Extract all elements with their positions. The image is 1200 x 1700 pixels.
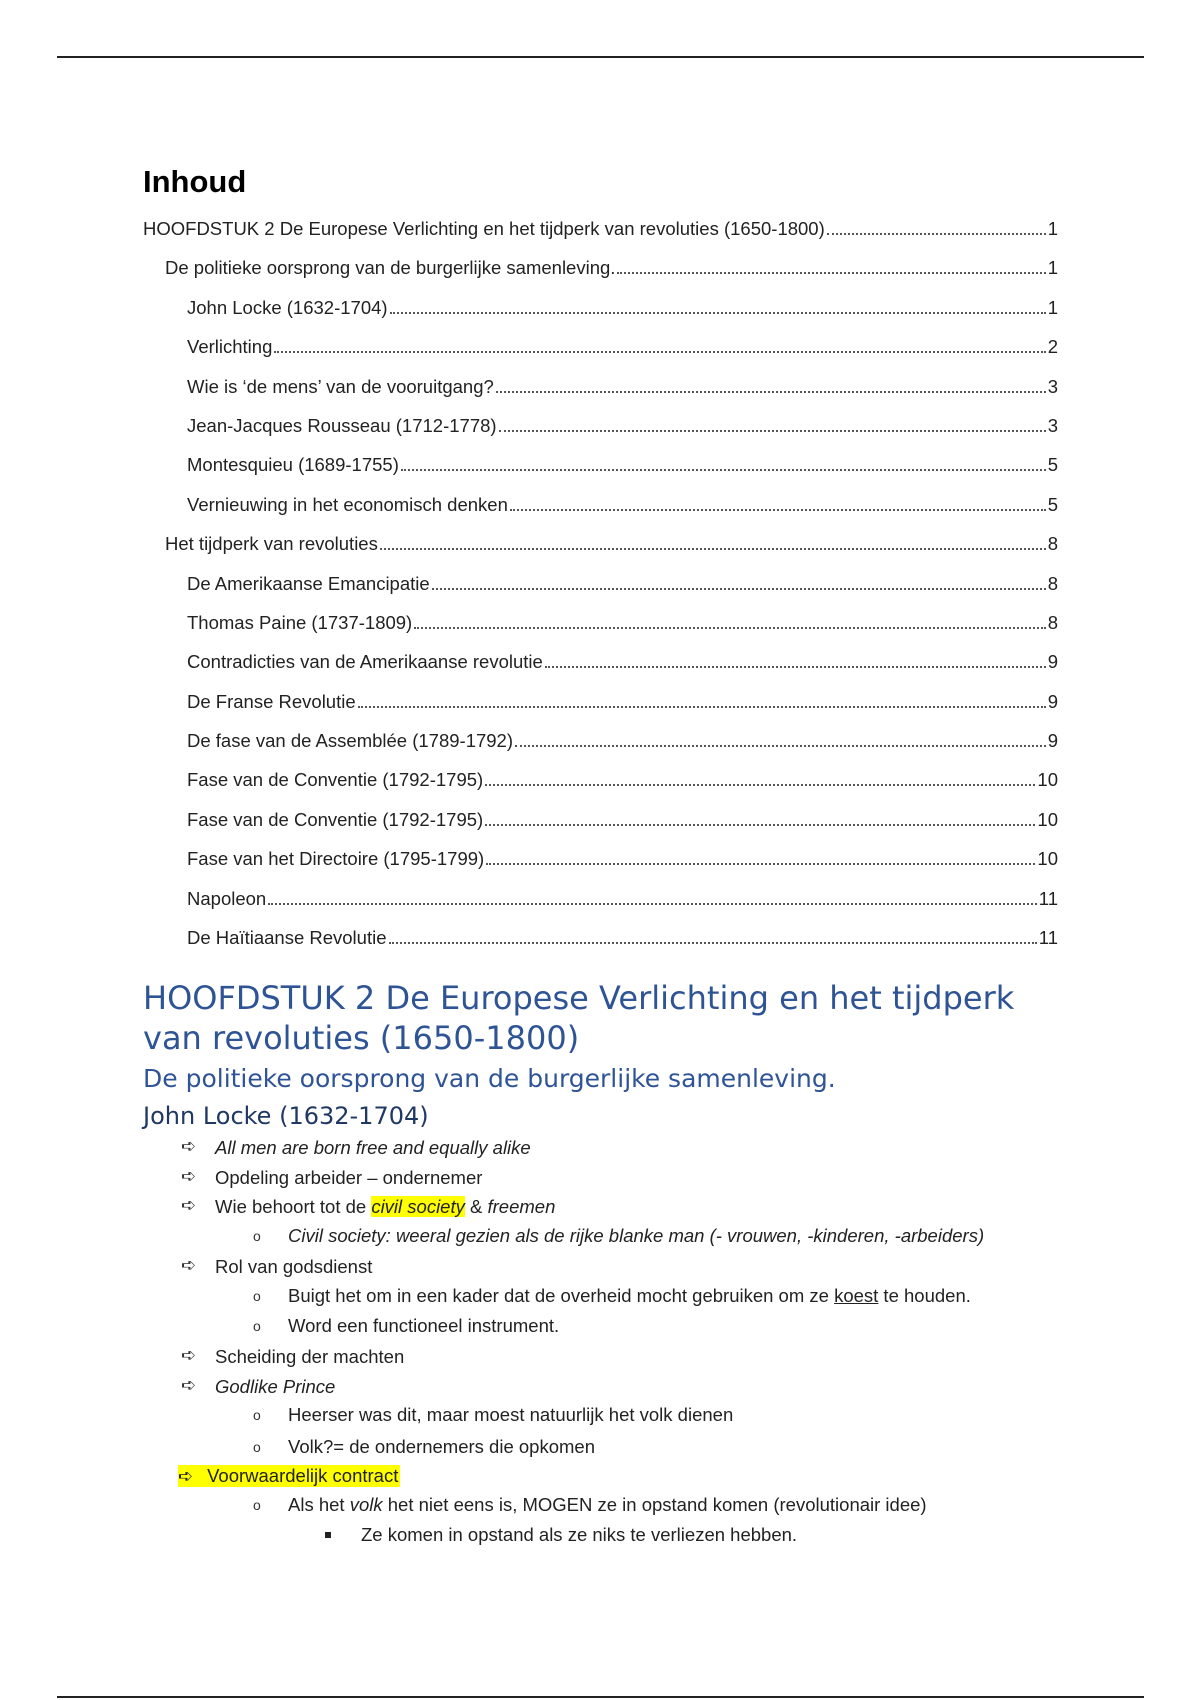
arrow-bullet-icon: ➪ — [181, 1255, 197, 1275]
circle-bullet-icon: o — [253, 1318, 261, 1334]
toc-entry[interactable] — [143, 494, 1058, 533]
toc-entry-text: Verlichting — [187, 336, 273, 358]
list-item: Civil society: weeral gezien als de rijke blanke man (- vrouwen, -kinderen, -arbeiders) — [288, 1225, 985, 1246]
list-item: Wie behoort tot de civil society & freemen — [215, 1196, 556, 1217]
toc-dot-leader — [515, 745, 1046, 747]
toc-entry[interactable] — [143, 809, 1058, 848]
list-item: Ze komen in opstand als ze niks te verliezen hebben. — [361, 1524, 798, 1545]
toc-entry[interactable] — [143, 336, 1058, 375]
list-item: Word een functioneel instrument. — [288, 1315, 560, 1336]
toc-page-number: 8 — [1047, 611, 1058, 633]
list-item: Scheiding der machten — [215, 1346, 405, 1367]
toc-dot-leader — [499, 430, 1046, 432]
toc-entry[interactable] — [143, 257, 1058, 296]
toc-page-number: 1 — [1047, 257, 1058, 279]
arrow-bullet-icon: ➪ — [178, 1466, 194, 1486]
header-rule — [57, 56, 1144, 58]
circle-bullet-icon: o — [253, 1497, 261, 1513]
toc-dot-leader — [545, 666, 1046, 668]
section-heading: De politieke oorsprong van de burgerlijke samenleving. — [143, 1064, 836, 1093]
toc-dot-leader — [496, 391, 1046, 393]
toc-entry[interactable] — [143, 533, 1058, 572]
toc-page-number: 11 — [1038, 887, 1058, 909]
toc-dot-leader — [617, 272, 1045, 274]
toc-entry-text: Napoleon — [187, 887, 267, 909]
toc-page-number: 9 — [1047, 730, 1058, 752]
list-item: Buigt het om in een kader dat de overheid mocht gebruiken om ze koest te houden. — [288, 1285, 971, 1306]
footer-rule — [57, 1696, 1144, 1698]
toc-entry-text: Het tijdperk van revoluties — [165, 533, 378, 555]
toc-dot-leader — [414, 627, 1045, 629]
list-item: Godlike Prince — [215, 1376, 336, 1397]
toc-entry[interactable] — [143, 376, 1058, 415]
toc-dot-leader — [401, 469, 1046, 471]
toc-page-number: 1 — [1047, 296, 1058, 318]
toc-page-number: 11 — [1038, 927, 1058, 949]
arrow-bullet-icon: ➪ — [181, 1345, 197, 1365]
toc-entry-text: Vernieuwing in het economisch denken — [187, 493, 508, 515]
toc-entry[interactable] — [143, 848, 1058, 887]
toc-page-number: 9 — [1047, 651, 1058, 673]
toc-page-number: 3 — [1047, 414, 1058, 436]
toc-entry[interactable] — [143, 730, 1058, 769]
toc-entry[interactable] — [143, 888, 1058, 927]
toc-page-number: 8 — [1047, 533, 1058, 555]
toc-page-number: 2 — [1047, 336, 1058, 358]
list-item: Heerser was dit, maar moest natuurlijk het volk dienen — [288, 1404, 734, 1425]
toc-entry-text: John Locke (1632-1704) — [187, 296, 388, 318]
toc-page-number: 10 — [1037, 808, 1058, 830]
toc-entry[interactable] — [143, 691, 1058, 730]
toc-dot-leader — [432, 588, 1046, 590]
toc-dot-leader — [380, 548, 1046, 550]
circle-bullet-icon: o — [253, 1228, 261, 1244]
list-item: Als het volk het niet eens is, MOGEN ze in opstand komen (revolutionair idee) — [288, 1494, 927, 1515]
toc-entry-text: Fase van de Conventie (1792-1795) — [187, 808, 484, 830]
toc-dot-leader — [510, 509, 1046, 511]
toc-entry-text: De Haïtiaanse Revolutie — [187, 927, 387, 949]
toc-dot-leader — [358, 706, 1046, 708]
arrow-bullet-icon: ➪ — [181, 1375, 197, 1395]
toc-entry-text: Montesquieu (1689-1755) — [187, 454, 399, 476]
toc-entry[interactable] — [143, 454, 1058, 493]
toc-entry-text: Fase van het Directoire (1795-1799) — [187, 848, 485, 870]
toc-dot-leader — [827, 233, 1046, 235]
toc-page-number: 10 — [1037, 848, 1058, 870]
toc-entry-text: HOOFDSTUK 2 De Europese Verlichting en het tijdperk van revoluties (1650-1800) — [143, 218, 825, 239]
toc-entry-text: De Franse Revolutie — [187, 690, 356, 712]
toc-title: Inhoud — [143, 164, 247, 199]
toc-page-number: 8 — [1047, 572, 1058, 594]
toc-entry[interactable] — [143, 927, 1058, 966]
arrow-bullet-icon: ➪ — [181, 1195, 197, 1215]
toc-entry[interactable] — [143, 612, 1058, 651]
toc-entry[interactable] — [143, 297, 1058, 336]
toc-dot-leader — [390, 312, 1046, 314]
toc-entry-text: Fase van de Conventie (1792-1795) — [187, 769, 484, 791]
toc-entry[interactable] — [143, 415, 1058, 454]
circle-bullet-icon: o — [253, 1407, 261, 1423]
circle-bullet-icon: o — [253, 1288, 261, 1304]
toc-page-number: 9 — [1047, 690, 1058, 712]
toc-dot-leader — [268, 903, 1037, 905]
list-item: All men are born free and equally alike — [215, 1137, 531, 1158]
chapter-heading: HOOFDSTUK 2 De Europese Verlichting en het tijdperk van revoluties (1650-1800) — [143, 979, 1015, 1057]
toc-entry[interactable] — [143, 573, 1058, 612]
toc-entry-text: De Amerikaanse Emancipatie — [187, 572, 430, 594]
list-item: Rol van godsdienst — [215, 1256, 373, 1277]
list-item-highlighted: ➪ Voorwaardelijk contract — [178, 1465, 399, 1486]
toc-page-number: 5 — [1047, 493, 1058, 515]
toc-entry-text: De politieke oorsprong van de burgerlijke samenleving. — [165, 257, 616, 279]
arrow-bullet-icon: ➪ — [181, 1136, 197, 1156]
toc-entry-text: De fase van de Assemblée (1789-1792) — [187, 730, 514, 752]
highlight: civil society — [371, 1196, 465, 1217]
table-of-contents — [143, 218, 1058, 966]
toc-dot-leader — [485, 784, 1035, 786]
toc-entry-text: Jean-Jacques Rousseau (1712-1778) — [187, 414, 497, 436]
toc-page-number: 1 — [1047, 218, 1058, 239]
subsection-heading: John Locke (1632-1704) — [143, 1102, 429, 1130]
toc-dot-leader — [274, 351, 1045, 353]
square-bullet-icon — [325, 1532, 331, 1538]
list-item: Volk?= de ondernemers die opkomen — [288, 1436, 595, 1457]
toc-page-number: 3 — [1047, 375, 1058, 397]
arrow-bullet-icon: ➪ — [181, 1166, 197, 1186]
toc-entry[interactable] — [143, 218, 1058, 257]
toc-page-number: 5 — [1047, 454, 1058, 476]
toc-entry-text: Wie is ‘de mens’ van de vooruitgang? — [187, 375, 494, 397]
circle-bullet-icon: o — [253, 1439, 261, 1455]
toc-dot-leader — [486, 863, 1035, 865]
toc-entry-text: Contradicties van de Amerikaanse revolutie — [187, 651, 543, 673]
toc-entry[interactable] — [143, 651, 1058, 690]
list-item: Opdeling arbeider – ondernemer — [215, 1167, 483, 1188]
toc-entry-text: Thomas Paine (1737-1809) — [187, 611, 413, 633]
toc-dot-leader — [389, 942, 1037, 944]
toc-dot-leader — [485, 824, 1035, 826]
toc-page-number: 10 — [1037, 769, 1058, 791]
toc-entry[interactable] — [143, 769, 1058, 808]
